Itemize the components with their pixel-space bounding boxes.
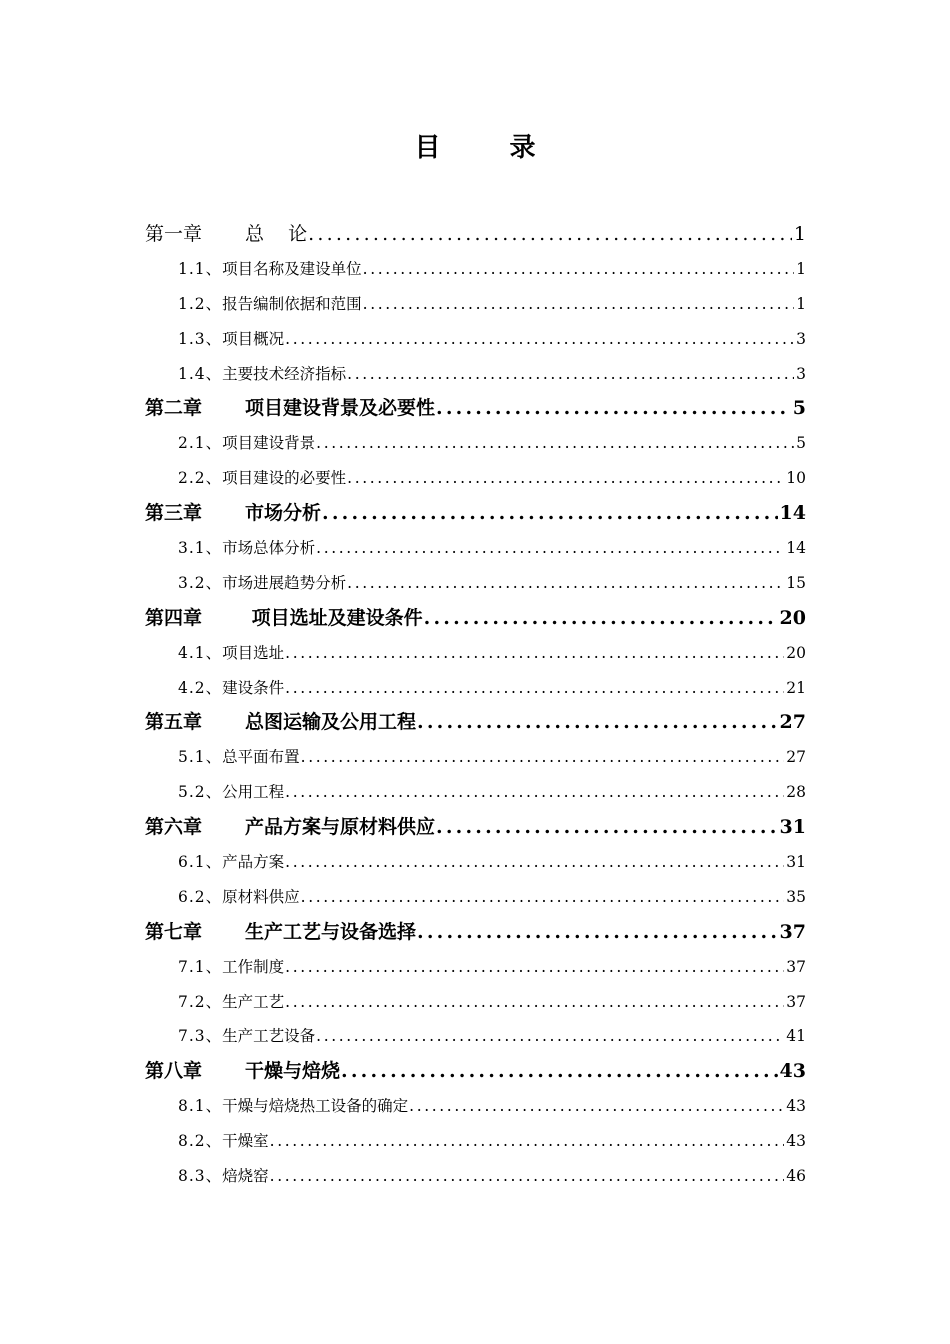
toc-section-title: 产品方案	[222, 853, 285, 872]
toc-section-number: 8.3、	[178, 1167, 223, 1186]
toc-chapter-title: 总图运输及公用工程	[245, 711, 417, 734]
toc-chapter-entry[interactable]	[145, 601, 806, 636]
toc-section-number: 1.4、	[178, 364, 223, 383]
toc-section-title: 工作制度	[222, 957, 285, 976]
toc-dot-leader	[285, 845, 784, 880]
toc-section-entry[interactable]	[145, 740, 806, 775]
toc-section-title: 总平面布置	[222, 748, 300, 767]
toc-section-number: 5.1、	[178, 748, 223, 767]
toc-dot-leader	[341, 1054, 778, 1089]
toc-dot-leader	[436, 391, 791, 426]
toc-section-title: 项目建设背景	[222, 434, 316, 453]
toc-chapter-title: 生产工艺与设备选择	[245, 920, 417, 943]
toc-chapter-title: 市场分析	[245, 502, 322, 525]
toc-page-number: 46	[786, 1167, 806, 1186]
toc-section-entry[interactable]	[145, 357, 806, 392]
toc-page-number: 1	[793, 223, 806, 245]
toc-section-entry[interactable]	[145, 845, 806, 880]
toc-section-title: 焙烧窑	[222, 1167, 269, 1186]
toc-section-title: 市场总体分析	[222, 539, 316, 558]
toc-dot-leader	[285, 985, 784, 1020]
toc-page-number: 37	[786, 957, 806, 976]
toc-section-number: 6.1、	[178, 853, 223, 872]
toc-chapter-entry[interactable]	[145, 705, 806, 740]
toc-section-title: 公用工程	[222, 783, 285, 802]
toc-dot-leader	[347, 357, 794, 392]
toc-section-entry[interactable]	[145, 636, 806, 671]
toc-chapter-number: 第二章	[145, 397, 203, 420]
toc-section-title: 主要技术经济指标	[222, 364, 347, 383]
toc-dot-leader	[285, 950, 784, 985]
toc-section-number: 7.2、	[178, 992, 223, 1011]
toc-dot-leader	[436, 810, 778, 845]
toc-dot-leader	[285, 775, 784, 810]
toc-section-entry[interactable]	[145, 1159, 806, 1194]
toc-chapter-number: 第八章	[145, 1060, 203, 1083]
toc-page-number: 14	[786, 539, 806, 558]
toc-dot-leader	[316, 426, 794, 461]
toc-page-number: 21	[786, 678, 806, 697]
toc-dot-leader	[417, 705, 778, 740]
page-title: 目 录	[414, 133, 566, 163]
toc-chapter-title: 产品方案与原材料供应	[245, 816, 436, 839]
toc-section-number: 6.2、	[178, 887, 223, 906]
toc-chapter-entry[interactable]	[145, 496, 806, 531]
toc-dot-leader	[285, 322, 794, 357]
toc-chapter-entry[interactable]	[145, 391, 806, 426]
toc-section-entry[interactable]	[145, 426, 806, 461]
toc-section-entry[interactable]	[145, 287, 806, 322]
toc-chapter-number: 第三章	[145, 502, 203, 525]
toc-page-number: 5	[792, 397, 806, 420]
toc-page-number: 1	[796, 294, 806, 313]
toc-section-title: 报告编制依据和范围	[222, 294, 362, 313]
toc-section-entry[interactable]	[145, 1019, 806, 1054]
toc-section-number: 4.1、	[178, 643, 223, 662]
toc-page-number: 31	[786, 853, 806, 872]
toc-dot-leader	[417, 915, 778, 950]
toc-section-title: 干燥与焙烧热工设备的确定	[222, 1097, 409, 1116]
toc-section-title: 市场进展趋势分析	[222, 573, 347, 592]
toc-page-number: 3	[796, 364, 806, 383]
toc-chapter-number: 第一章	[145, 223, 203, 245]
toc-dot-leader	[301, 880, 785, 915]
toc-dot-leader	[316, 531, 784, 566]
toc-page-number: 27	[779, 711, 806, 734]
toc-section-number: 1.2、	[178, 294, 223, 313]
toc-section-entry[interactable]	[145, 950, 806, 985]
toc-dot-leader	[285, 636, 784, 671]
toc-page-number: 10	[786, 469, 806, 488]
toc-section-number: 1.1、	[178, 259, 223, 278]
toc-page-number: 43	[786, 1097, 806, 1116]
toc-section-title: 项目概况	[222, 329, 285, 348]
toc-section-number: 2.2、	[178, 469, 223, 488]
toc-page-number: 20	[786, 643, 806, 662]
toc-section-entry[interactable]	[145, 1089, 806, 1124]
toc-section-entry[interactable]	[145, 671, 806, 706]
toc-chapter-entry[interactable]	[145, 1054, 806, 1089]
toc-section-title: 生产工艺设备	[222, 1027, 316, 1046]
toc-section-title: 建设条件	[222, 678, 285, 697]
toc-chapter-number: 第四章	[145, 606, 203, 629]
toc-section-entry[interactable]	[145, 531, 806, 566]
toc-section-number: 4.2、	[178, 678, 223, 697]
toc-page-number: 43	[786, 1132, 806, 1151]
toc-dot-leader	[347, 461, 784, 496]
toc-section-entry[interactable]	[145, 1124, 806, 1159]
toc-chapter-title: 项目建设背景及必要性	[245, 397, 436, 420]
toc-page-number: 43	[779, 1060, 806, 1083]
toc-section-entry[interactable]	[145, 461, 806, 496]
toc-section-number: 2.1、	[178, 434, 223, 453]
toc-page-number: 35	[786, 887, 806, 906]
toc-chapter-entry[interactable]	[145, 810, 806, 845]
toc-section-title: 原材料供应	[222, 887, 300, 906]
toc-chapter-number: 第七章	[145, 920, 203, 943]
toc-page-number: 37	[779, 920, 806, 943]
toc-page-number: 5	[796, 434, 806, 453]
toc-dot-leader	[363, 287, 794, 322]
toc-chapter-entry[interactable]	[145, 915, 806, 950]
toc-section-title: 项目选址	[222, 643, 285, 662]
toc-chapter-number: 第六章	[145, 816, 203, 839]
toc-dot-leader	[285, 671, 784, 706]
toc-section-number: 5.2、	[178, 783, 223, 802]
toc-page-number: 27	[786, 748, 806, 767]
toc-dot-leader	[322, 496, 778, 531]
toc-section-entry[interactable]	[145, 775, 806, 810]
toc-chapter-title: 干燥与焙烧	[245, 1060, 341, 1083]
toc-dot-leader	[347, 566, 784, 601]
toc-dot-leader	[270, 1159, 785, 1194]
toc-page-number: 20	[779, 606, 806, 629]
toc-chapter-title: 项目选址及建设条件	[245, 606, 423, 629]
toc-chapter-title: 总 论	[245, 223, 308, 245]
toc-section-number: 8.1、	[178, 1097, 223, 1116]
toc-section-number: 1.3、	[178, 329, 223, 348]
toc-dot-leader	[363, 252, 794, 287]
table-of-contents	[145, 217, 806, 1194]
toc-section-entry[interactable]	[145, 322, 806, 357]
toc-section-number: 8.2、	[178, 1132, 223, 1151]
toc-chapter-entry[interactable]	[145, 217, 806, 252]
toc-page-number: 15	[786, 573, 806, 592]
toc-section-title: 生产工艺	[222, 992, 285, 1011]
toc-chapter-number: 第五章	[145, 711, 203, 734]
toc-section-entry[interactable]	[145, 880, 806, 915]
toc-page-number: 31	[779, 816, 806, 839]
toc-page-number: 3	[796, 329, 806, 348]
toc-dot-leader	[316, 1019, 784, 1054]
toc-section-number: 7.3、	[178, 1027, 223, 1046]
toc-section-number: 3.2、	[178, 573, 223, 592]
toc-dot-leader	[308, 217, 792, 252]
toc-page-number: 28	[786, 783, 806, 802]
toc-section-title: 项目建设的必要性	[222, 469, 347, 488]
toc-page-number: 37	[786, 992, 806, 1011]
toc-section-title: 干燥室	[222, 1132, 269, 1151]
toc-dot-leader	[409, 1089, 784, 1124]
toc-dot-leader	[270, 1124, 785, 1159]
toc-dot-leader	[424, 601, 778, 636]
toc-section-number: 7.1、	[178, 957, 223, 976]
toc-section-entry[interactable]	[145, 985, 806, 1020]
toc-section-number: 3.1、	[178, 539, 223, 558]
toc-page-number: 41	[786, 1027, 806, 1046]
toc-dot-leader	[301, 740, 785, 775]
toc-page-number: 1	[796, 259, 806, 278]
toc-section-entry[interactable]	[145, 252, 806, 287]
toc-section-title: 项目名称及建设单位	[222, 259, 362, 278]
toc-section-entry[interactable]	[145, 566, 806, 601]
toc-page-number: 14	[779, 502, 806, 525]
